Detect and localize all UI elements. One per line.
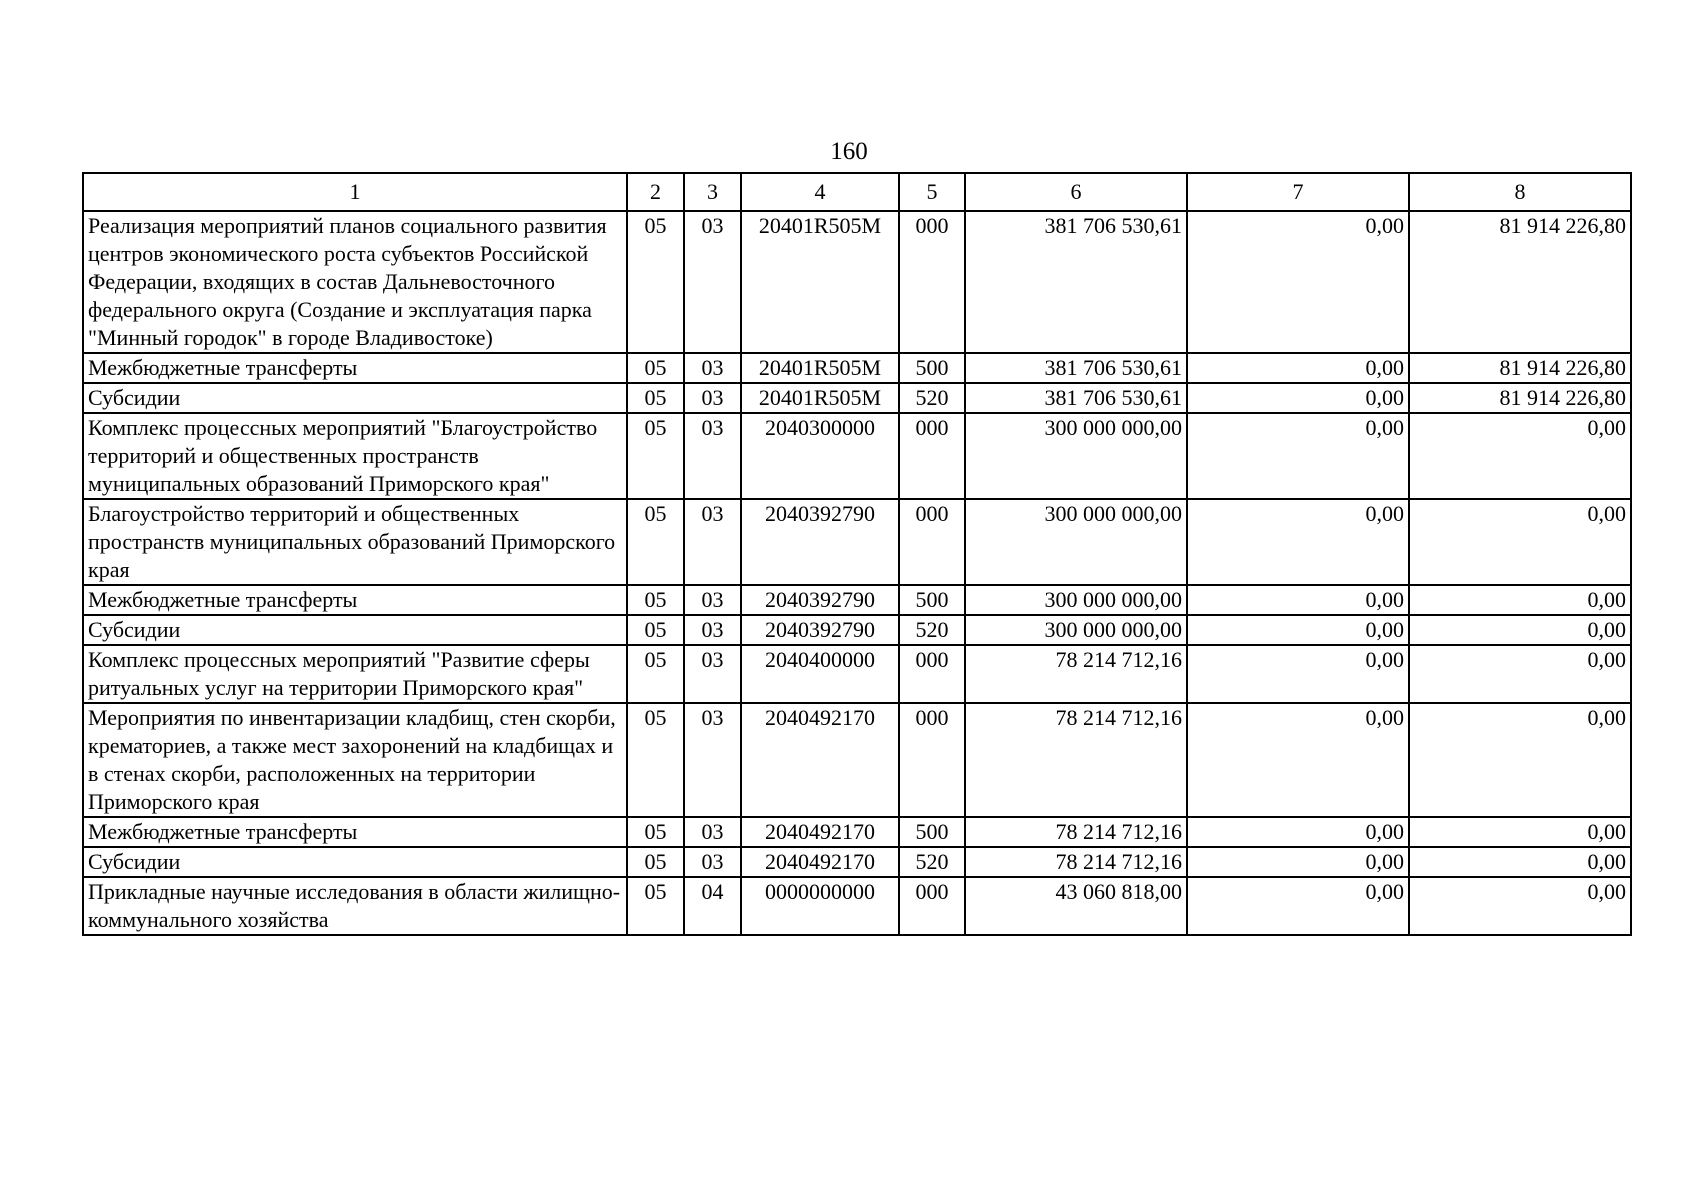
row-subsection: 03 (684, 413, 741, 499)
row-amount-col6: 78 214 712,16 (965, 847, 1187, 877)
row-amount-col8: 81 914 226,80 (1409, 353, 1631, 383)
row-section: 05 (627, 817, 684, 847)
row-name: Межбюджетные трансферты (83, 817, 627, 847)
row-expense-type: 520 (899, 615, 965, 645)
header-col-3: 3 (684, 173, 741, 211)
row-amount-col8: 0,00 (1409, 703, 1631, 817)
row-name: Субсидии (83, 383, 627, 413)
row-amount-col7: 0,00 (1187, 383, 1409, 413)
row-expense-type: 500 (899, 353, 965, 383)
row-subsection: 03 (684, 703, 741, 817)
table-row (83, 645, 1631, 703)
row-subsection: 03 (684, 383, 741, 413)
row-name: Межбюджетные трансферты (83, 585, 627, 615)
row-amount-col6: 300 000 000,00 (965, 615, 1187, 645)
row-target-code: 2040492170 (741, 847, 899, 877)
row-name: Комплекс процессных мероприятий "Развитие сферы ритуальных услуг на территории Приморского края" (83, 645, 627, 703)
row-section: 05 (627, 499, 684, 585)
row-target-code: 20401R505M (741, 353, 899, 383)
row-name: Субсидии (83, 615, 627, 645)
header-col-1: 1 (83, 173, 627, 211)
row-section: 05 (627, 703, 684, 817)
row-section: 05 (627, 413, 684, 499)
row-amount-col7: 0,00 (1187, 413, 1409, 499)
row-amount-col8: 0,00 (1409, 499, 1631, 585)
row-name: Субсидии (83, 847, 627, 877)
table-row (83, 413, 1631, 499)
row-amount-col7: 0,00 (1187, 499, 1409, 585)
page-number: 160 (830, 138, 868, 165)
row-amount-col7: 0,00 (1187, 847, 1409, 877)
row-section: 05 (627, 383, 684, 413)
row-subsection: 03 (684, 353, 741, 383)
row-target-code: 20401R505M (741, 211, 899, 353)
row-section: 05 (627, 847, 684, 877)
header-col-8: 8 (1409, 173, 1631, 211)
row-amount-col7: 0,00 (1187, 211, 1409, 353)
row-amount-col7: 0,00 (1187, 353, 1409, 383)
row-amount-col6: 43 060 818,00 (965, 877, 1187, 935)
row-amount-col8: 81 914 226,80 (1409, 211, 1631, 353)
header-col-5: 5 (899, 173, 965, 211)
row-name: Мероприятия по инвентаризации кладбищ, стен скорби, крематориев, а также мест захоронений на кладбищах и в стенах скорби, расположенных на территории Приморского края (83, 703, 627, 817)
row-section: 05 (627, 585, 684, 615)
row-name: Прикладные научные исследования в области жилищно-коммунального хозяйства (83, 877, 627, 935)
row-name: Комплекс процессных мероприятий "Благоустройство территорий и общественных пространств муниципальных образований Приморского края" (83, 413, 627, 499)
row-amount-col6: 300 000 000,00 (965, 499, 1187, 585)
row-expense-type: 500 (899, 585, 965, 615)
table-row (83, 847, 1631, 877)
row-amount-col8: 0,00 (1409, 615, 1631, 645)
row-amount-col8: 0,00 (1409, 847, 1631, 877)
row-amount-col8: 0,00 (1409, 585, 1631, 615)
row-amount-col6: 78 214 712,16 (965, 703, 1187, 817)
row-subsection: 03 (684, 499, 741, 585)
row-expense-type: 000 (899, 413, 965, 499)
row-name: Реализация мероприятий планов социального развития центров экономического роста субъектов Российской Федерации, входящих в состав Дальневосточного федерального округа (Создание и эксплуатация парка "Минный городок" в городе Владивостоке) (83, 211, 627, 353)
table-row (83, 383, 1631, 413)
row-amount-col7: 0,00 (1187, 877, 1409, 935)
row-subsection: 03 (684, 585, 741, 615)
row-name: Благоустройство территорий и общественных пространств муниципальных образований Приморского края (83, 499, 627, 585)
row-amount-col6: 381 706 530,61 (965, 383, 1187, 413)
row-section: 05 (627, 615, 684, 645)
row-expense-type: 000 (899, 211, 965, 353)
row-amount-col6: 300 000 000,00 (965, 413, 1187, 499)
row-target-code: 2040300000 (741, 413, 899, 499)
row-amount-col6: 381 706 530,61 (965, 353, 1187, 383)
header-col-2: 2 (627, 173, 684, 211)
row-amount-col6: 78 214 712,16 (965, 817, 1187, 847)
row-expense-type: 500 (899, 817, 965, 847)
row-target-code: 20401R505M (741, 383, 899, 413)
row-expense-type: 000 (899, 703, 965, 817)
row-target-code: 2040392790 (741, 615, 899, 645)
table-row (83, 499, 1631, 585)
row-expense-type: 520 (899, 847, 965, 877)
row-amount-col7: 0,00 (1187, 615, 1409, 645)
row-amount-col8: 0,00 (1409, 817, 1631, 847)
row-amount-col8: 81 914 226,80 (1409, 383, 1631, 413)
row-subsection: 03 (684, 645, 741, 703)
row-subsection: 03 (684, 817, 741, 847)
row-amount-col6: 78 214 712,16 (965, 645, 1187, 703)
row-amount-col7: 0,00 (1187, 703, 1409, 817)
row-amount-col8: 0,00 (1409, 877, 1631, 935)
table-row (83, 615, 1631, 645)
row-name: Межбюджетные трансферты (83, 353, 627, 383)
row-target-code: 2040400000 (741, 645, 899, 703)
row-expense-type: 000 (899, 499, 965, 585)
row-amount-col7: 0,00 (1187, 585, 1409, 615)
row-subsection: 04 (684, 877, 741, 935)
row-section: 05 (627, 877, 684, 935)
row-subsection: 03 (684, 847, 741, 877)
row-expense-type: 520 (899, 383, 965, 413)
row-subsection: 03 (684, 615, 741, 645)
table-row (83, 817, 1631, 847)
row-section: 05 (627, 353, 684, 383)
row-amount-col8: 0,00 (1409, 645, 1631, 703)
header-row (83, 173, 1631, 211)
row-target-code: 2040492170 (741, 703, 899, 817)
row-target-code: 2040392790 (741, 585, 899, 615)
row-amount-col8: 0,00 (1409, 413, 1631, 499)
table-row (83, 703, 1631, 817)
row-amount-col6: 381 706 530,61 (965, 211, 1187, 353)
row-subsection: 03 (684, 211, 741, 353)
row-amount-col6: 300 000 000,00 (965, 585, 1187, 615)
row-target-code: 2040492170 (741, 817, 899, 847)
header-col-6: 6 (965, 173, 1187, 211)
row-target-code: 2040392790 (741, 499, 899, 585)
table-row (83, 353, 1631, 383)
row-section: 05 (627, 645, 684, 703)
row-expense-type: 000 (899, 877, 965, 935)
row-section: 05 (627, 211, 684, 353)
budget-table (82, 172, 1632, 936)
row-amount-col7: 0,00 (1187, 645, 1409, 703)
table-row (83, 211, 1631, 353)
header-col-4: 4 (741, 173, 899, 211)
header-col-7: 7 (1187, 173, 1409, 211)
row-amount-col7: 0,00 (1187, 817, 1409, 847)
table-row (83, 877, 1631, 935)
row-target-code: 0000000000 (741, 877, 899, 935)
table-row (83, 585, 1631, 615)
row-expense-type: 000 (899, 645, 965, 703)
